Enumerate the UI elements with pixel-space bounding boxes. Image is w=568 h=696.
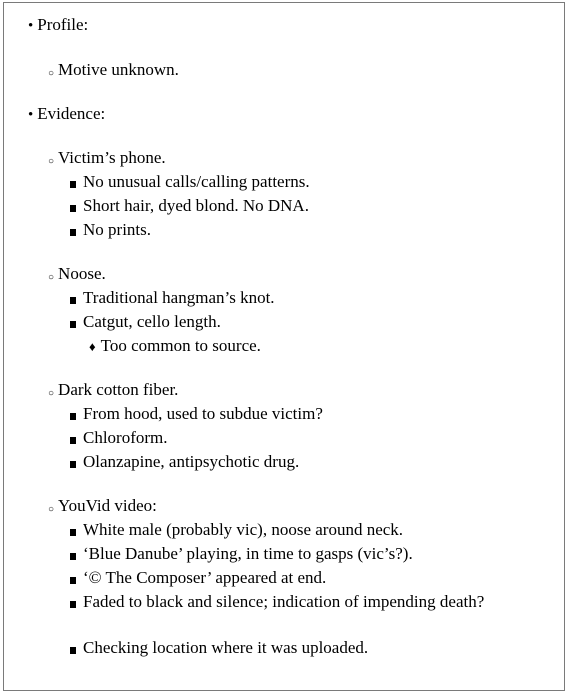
circle-bullet-icon: ○ — [48, 68, 55, 79]
list-item: ○ YouVid video: — [48, 496, 157, 520]
square-bullet-icon — [70, 529, 76, 536]
document-frame — [3, 2, 565, 691]
square-bullet-icon — [70, 229, 76, 236]
list-item: No prints. — [70, 220, 151, 240]
circle-bullet-icon: ○ — [48, 272, 55, 283]
list-item: Olanzapine, antipsychotic drug. — [70, 452, 299, 472]
bullet-icon: • — [28, 18, 34, 34]
diamond-bullet-icon: ♦ — [89, 339, 96, 354]
square-bullet-icon — [70, 601, 76, 608]
list-item: Traditional hangman’s knot. — [70, 288, 275, 308]
circle-bullet-icon: ○ — [48, 388, 55, 399]
list-item: ○ Motive unknown. — [48, 60, 179, 84]
list-item: ○ Dark cotton fiber. — [48, 380, 178, 404]
list-item: Short hair, dyed blond. No DNA. — [70, 196, 309, 216]
list-item: White male (probably vic), noose around neck. — [70, 520, 403, 540]
list-item: ‘Blue Danube’ playing, in time to gasps (vic’s?). — [70, 544, 413, 564]
list-item: No unusual calls/calling patterns. — [70, 172, 310, 192]
square-bullet-icon — [70, 553, 76, 560]
list-item: ♦ Too common to source. — [89, 336, 261, 355]
circle-bullet-icon: ○ — [48, 504, 55, 515]
square-bullet-icon — [70, 181, 76, 188]
list-item: Chloroform. — [70, 428, 168, 448]
list-item: Catgut, cello length. — [70, 312, 221, 332]
square-bullet-icon — [70, 413, 76, 420]
heading-evidence: • Evidence: — [28, 104, 106, 123]
list-item: Faded to black and silence; indication of impending death? — [70, 592, 510, 612]
circle-bullet-icon: ○ — [48, 156, 55, 167]
square-bullet-icon — [70, 297, 76, 304]
heading-profile: • Profile: — [28, 15, 89, 34]
square-bullet-icon — [70, 461, 76, 468]
square-bullet-icon — [70, 647, 76, 654]
square-bullet-icon — [70, 577, 76, 584]
list-item: Checking location where it was uploaded. — [70, 638, 368, 658]
square-bullet-icon — [70, 205, 76, 212]
square-bullet-icon — [70, 437, 76, 444]
list-item: ○ Victim’s phone. — [48, 148, 166, 172]
square-bullet-icon — [70, 321, 76, 328]
list-item: ‘© The Composer’ appeared at end. — [70, 568, 326, 588]
list-item: ○ Noose. — [48, 264, 106, 288]
bullet-icon: • — [28, 107, 34, 123]
list-item: From hood, used to subdue victim? — [70, 404, 323, 424]
